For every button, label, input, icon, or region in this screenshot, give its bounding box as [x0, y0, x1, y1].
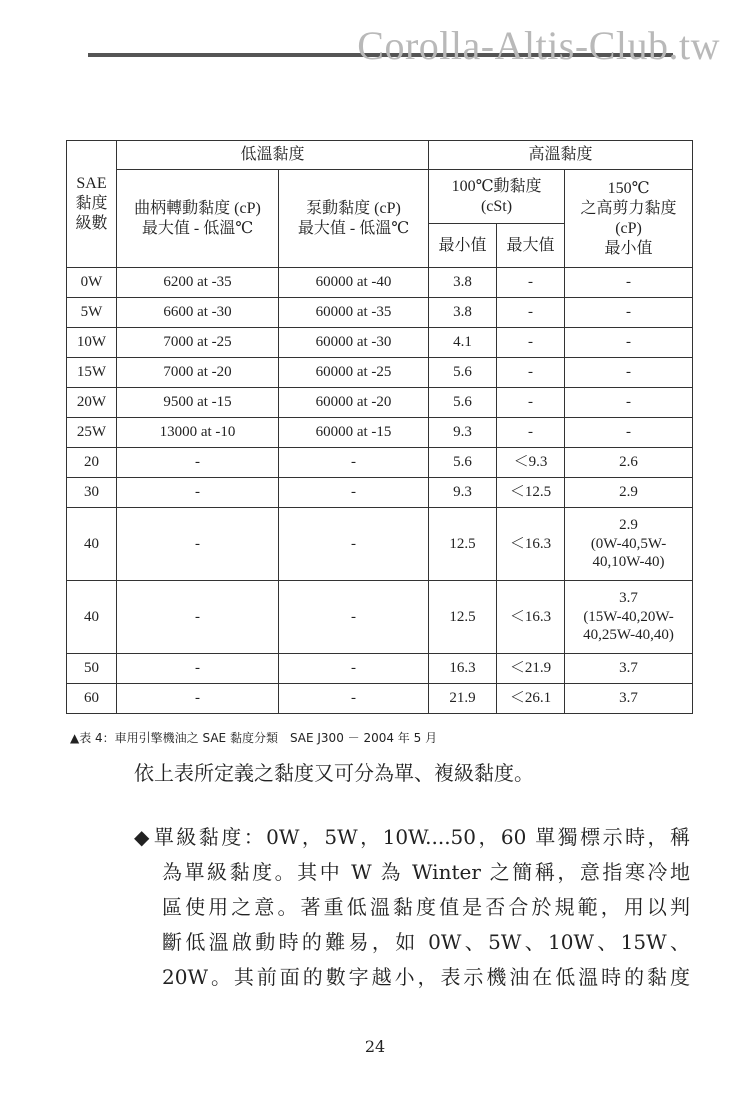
- cell-hths: -: [565, 328, 693, 358]
- table-row: [67, 508, 693, 581]
- cell-grade: 20: [67, 448, 117, 478]
- page-number: 24: [364, 1037, 386, 1056]
- cell-cranking: -: [117, 448, 279, 478]
- paragraph-line: 區使用之意。著重低溫黏度值是否合於規範，用以判: [162, 895, 690, 919]
- cell-pumping: 60000 at -30: [279, 328, 429, 358]
- cell-grade: 40: [67, 508, 117, 581]
- cell-pumping: -: [279, 581, 429, 654]
- cell-pumping: -: [279, 478, 429, 508]
- cell-kv-max: ＜16.3: [497, 508, 565, 581]
- cell-grade: 0W: [67, 268, 117, 298]
- cell-kv-max: ＜21.9: [497, 654, 565, 684]
- cell-kv-min: 3.8: [429, 298, 497, 328]
- single-grade-paragraph: [134, 820, 690, 995]
- watermark-logo: Corolla-Altis-Club.tw: [357, 23, 720, 68]
- cell-pumping: 60000 at -25: [279, 358, 429, 388]
- cell-pumping: -: [279, 448, 429, 478]
- cell-kv-min: 9.3: [429, 478, 497, 508]
- cell-kv-max: -: [497, 358, 565, 388]
- cell-grade: 60: [67, 684, 117, 714]
- cell-cranking: 7000 at -25: [117, 328, 279, 358]
- cell-kv-min: 5.6: [429, 388, 497, 418]
- cell-grade: 10W: [67, 328, 117, 358]
- cell-hths: 2.6: [565, 448, 693, 478]
- cell-cranking: 9500 at -15: [117, 388, 279, 418]
- table-row: [67, 388, 693, 418]
- cell-cranking: 13000 at -10: [117, 418, 279, 448]
- cell-cranking: 6200 at -35: [117, 268, 279, 298]
- intro-paragraph: 依上表所定義之黏度又可分為單、複級黏度。: [134, 761, 534, 785]
- cell-pumping: 60000 at -35: [279, 298, 429, 328]
- cell-grade: 50: [67, 654, 117, 684]
- cell-kv-min: 3.8: [429, 268, 497, 298]
- table-row: [67, 654, 693, 684]
- cell-pumping: -: [279, 684, 429, 714]
- table-row: [67, 268, 693, 298]
- cell-kv-max: -: [497, 268, 565, 298]
- cell-grade: 5W: [67, 298, 117, 328]
- cell-hths: -: [565, 388, 693, 418]
- cell-grade: 40: [67, 581, 117, 654]
- table-row: [67, 328, 693, 358]
- diamond-bullet-icon: ◆: [134, 825, 152, 849]
- header-high-temp: 高溫黏度: [429, 141, 693, 170]
- paragraph-line: 20W。其前面的數字越小，表示機油在低溫時的黏度: [162, 965, 690, 989]
- header-kv-min: 最小值: [429, 224, 497, 268]
- table-row: [67, 581, 693, 654]
- cell-hths: 3.7: [565, 654, 693, 684]
- cell-kv-max: -: [497, 388, 565, 418]
- paragraph-line: [134, 820, 690, 855]
- cell-kv-min: 21.9: [429, 684, 497, 714]
- cell-kv-max: ＜26.1: [497, 684, 565, 714]
- table-row: [67, 684, 693, 714]
- cell-kv-max: ＜16.3: [497, 581, 565, 654]
- header-low-temp: 低溫黏度: [117, 141, 429, 170]
- cell-hths: -: [565, 268, 693, 298]
- cell-kv-min: 5.6: [429, 448, 497, 478]
- header-kinematic: 100℃動黏度 (cSt): [429, 170, 565, 224]
- cell-cranking: -: [117, 654, 279, 684]
- paragraph-line: 斷低溫啟動時的難易，如 0W、5W、10W、15W、: [162, 930, 690, 954]
- header-pumping: 泵動黏度 (cP) 最大值 - 低溫℃: [279, 170, 429, 268]
- cell-kv-min: 12.5: [429, 581, 497, 654]
- cell-cranking: -: [117, 478, 279, 508]
- cell-hths: 3.7: [565, 684, 693, 714]
- cell-hths: 3.7 (15W-40,20W- 40,25W-40,40): [565, 581, 693, 654]
- cell-hths: 2.9 (0W-40,5W- 40,10W-40): [565, 508, 693, 581]
- cell-grade: 15W: [67, 358, 117, 388]
- cell-grade: 20W: [67, 388, 117, 418]
- cell-hths: -: [565, 298, 693, 328]
- cell-kv-max: ＜9.3: [497, 448, 565, 478]
- cell-pumping: 60000 at -15: [279, 418, 429, 448]
- cell-kv-max: -: [497, 328, 565, 358]
- cell-cranking: 7000 at -20: [117, 358, 279, 388]
- table-row: [67, 358, 693, 388]
- cell-grade: 25W: [67, 418, 117, 448]
- header-hths: 150℃ 之高剪力黏度 (cP) 最小值: [565, 170, 693, 268]
- table-row: [67, 418, 693, 448]
- table-row: [67, 448, 693, 478]
- cell-kv-min: 16.3: [429, 654, 497, 684]
- cell-cranking: -: [117, 508, 279, 581]
- cell-cranking: -: [117, 581, 279, 654]
- cell-cranking: -: [117, 684, 279, 714]
- header-kv-max: 最大值: [497, 224, 565, 268]
- table-caption: ▲表 4：車用引擎機油之 SAE 黏度分類 SAE J300 － 2004 年 5 月: [70, 731, 438, 745]
- table-row: [67, 298, 693, 328]
- cell-kv-min: 4.1: [429, 328, 497, 358]
- cell-pumping: -: [279, 654, 429, 684]
- cell-hths: 2.9: [565, 478, 693, 508]
- paragraph-line: 為單級黏度。其中 W 為 Winter 之簡稱，意指寒冷地: [162, 860, 690, 884]
- cell-kv-min: 9.3: [429, 418, 497, 448]
- cell-kv-max: -: [497, 418, 565, 448]
- cell-hths: -: [565, 358, 693, 388]
- paragraph-line-text: 單級黏度：0W，5W，10W....50，60 單獨標示時，稱: [153, 825, 690, 849]
- cell-hths: -: [565, 418, 693, 448]
- table-row: [67, 478, 693, 508]
- cell-kv-max: -: [497, 298, 565, 328]
- cell-kv-max: ＜12.5: [497, 478, 565, 508]
- cell-pumping: -: [279, 508, 429, 581]
- cell-pumping: 60000 at -40: [279, 268, 429, 298]
- header-sae-grade: SAE 黏度 級數: [67, 141, 117, 268]
- header-cranking: 曲柄轉動黏度 (cP) 最大值 - 低溫℃: [117, 170, 279, 268]
- cell-grade: 30: [67, 478, 117, 508]
- cell-cranking: 6600 at -30: [117, 298, 279, 328]
- cell-kv-min: 12.5: [429, 508, 497, 581]
- cell-pumping: 60000 at -20: [279, 388, 429, 418]
- cell-kv-min: 5.6: [429, 358, 497, 388]
- sae-viscosity-table: [66, 140, 693, 714]
